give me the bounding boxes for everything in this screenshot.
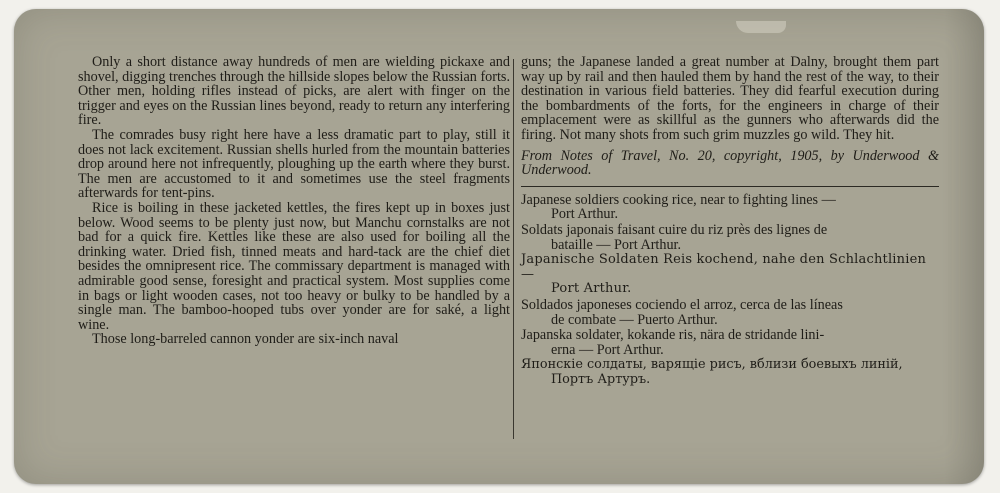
caption-line: Japanese soldiers cooking rice, near to fighting lines — xyxy=(521,191,836,208)
printed-text-area xyxy=(78,55,940,445)
caption-swedish xyxy=(521,328,939,357)
caption-line: de combate — Puerto Arthur. xyxy=(551,311,718,328)
paragraph: Rice is boiling in these jacketed kettles, the fires kept up in boxes just below. Wood seems to be plenty just now, but Manchu cornstalks are not bad for a quick fire. Kettles like these are also used for boiling all the drinking water. Dried fish, tinned meats and hard-tack are the chief diet besides the omnipresent rice. The commissary department is managed with admirable good sense, foresight and practical system. Most supplies come in bags or light wooden cases, not too heavy or bulky to be handled by a single man. The bamboo-hooped tubs over yonder are for saké, a light wine. xyxy=(78,199,510,333)
caption-english xyxy=(521,193,939,222)
paragraph: Only a short distance away hundreds of men are wielding pickaxe and shovel, digging trenches through the hillside slopes below the Russian forts. Other men, holding rifles instead of picks, are alert with finger on the trigger and eyes on the Russian lines beyond, ready to return any interfering fire. xyxy=(78,54,510,129)
caption-line: erna — Port Arthur. xyxy=(551,341,664,358)
copyright-credit: From Notes of Travel, No. 20, copyright, 1905, by Underwood & Underwood. xyxy=(521,147,939,179)
caption-line: bataille — Port Arthur. xyxy=(551,236,682,253)
caption-line: Port Arthur. xyxy=(551,281,632,297)
caption-line: Soldats japonais faisant cuire du riz près des lignes de xyxy=(521,221,828,238)
torn-corner xyxy=(736,21,786,33)
paragraph: Those long-barreled cannon yonder are six-inch naval xyxy=(92,331,399,348)
caption-line: Soldados japoneses cociendo el arroz, cerca de las líneas xyxy=(521,296,843,313)
caption-spanish xyxy=(521,298,939,327)
caption-russian xyxy=(521,358,939,387)
caption-french xyxy=(521,223,939,252)
caption-line: Port Arthur. xyxy=(551,206,619,223)
caption-line: Японскіе солдаты, варящіе рисъ, вблизи боевыхъ линій, xyxy=(521,357,903,373)
column-divider xyxy=(513,59,514,439)
caption-separator xyxy=(521,186,939,187)
continuation-paragraph: guns; the Japanese landed a great number at Dalny, brought them part way up by rail and then hauled them by hand the rest of the way, to their destination in various field batteries. They did fearful execution during the bombardments of the forts, for the engineers in charge of their emplacement were as skillful as the gunners who afterwards did the firing. Not many shots from such grim muzzles go wild. They hit. xyxy=(521,54,939,143)
right-text-column xyxy=(521,55,939,388)
caption-line: Портъ Артуръ. xyxy=(551,371,651,387)
left-text-column xyxy=(78,55,510,347)
caption-german xyxy=(521,253,939,297)
caption-line: Japanska soldater, kokande ris, nära de stridande lini- xyxy=(521,327,825,344)
paragraph: The comrades busy right here have a less dramatic part to play, still it does not lack excitement. Russian shells hurled from the mountain batteries drop around here not infrequently, ploughing up the earth where they burst. The men are accustomed to it and sometimes use the steel fragments afterwards for tent-pins. xyxy=(78,126,510,202)
stereoview-card-back xyxy=(14,9,984,484)
caption-line: Japanische Soldaten Reis kochend, nahe den Schlachtlinien— xyxy=(521,252,927,282)
